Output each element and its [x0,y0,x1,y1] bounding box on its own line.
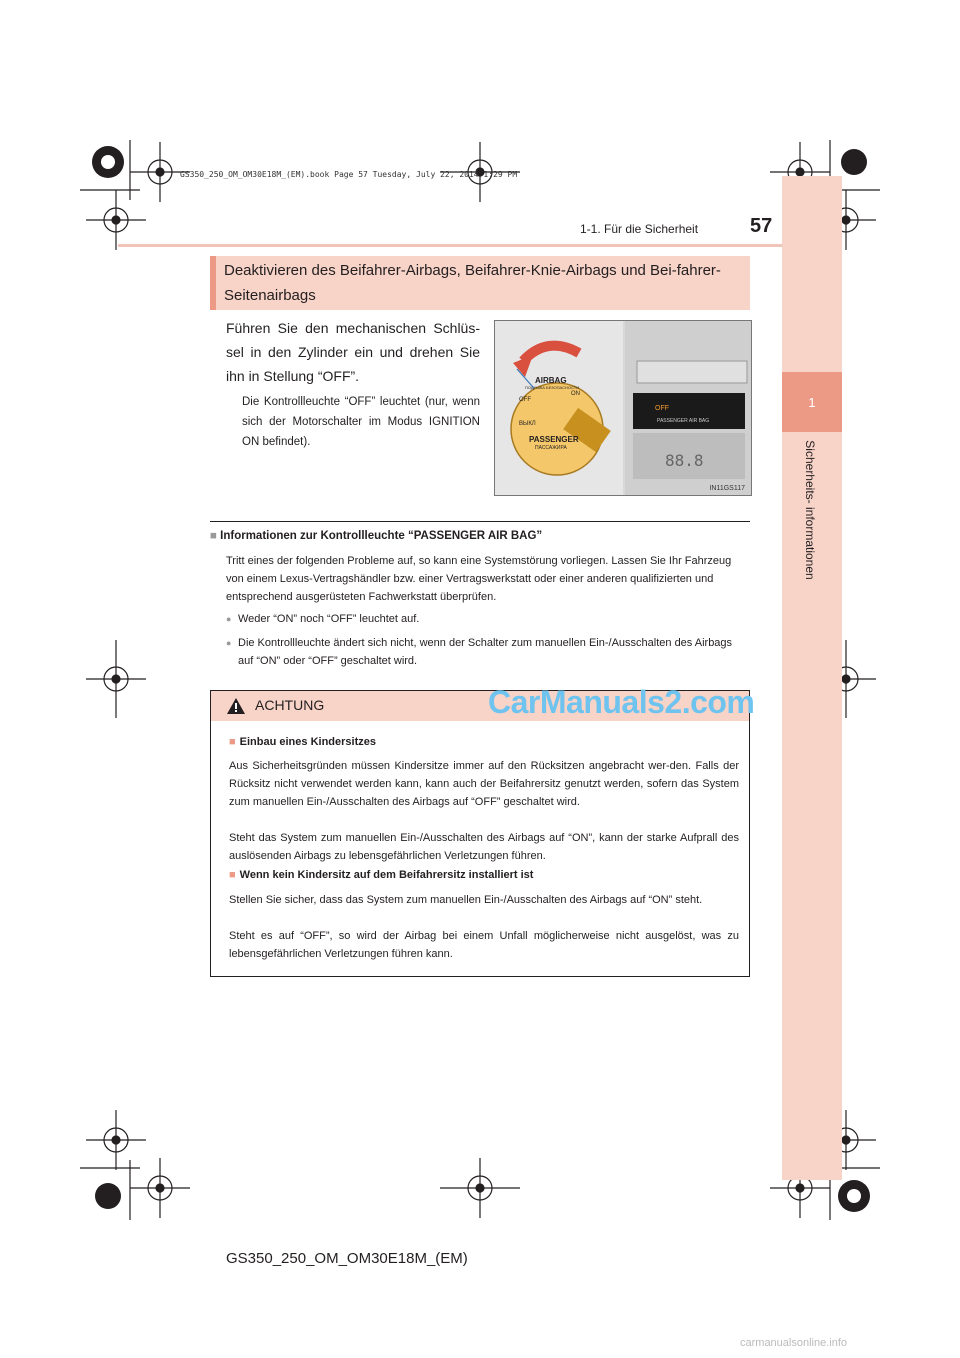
indicator-label: PASSENGER AIR BAG [657,418,710,424]
crosshair-icon [440,1158,520,1218]
switch-label-off: OFF [519,397,531,403]
switch-label-off-ru: ВЫКЛ [519,421,536,427]
airbag-switch-figure [494,320,752,496]
page-number: 57 [750,215,773,237]
switch-label-passenger-ru: ПАССАЖИРА [535,445,567,451]
chapter-title: Sicherheits- informationen [803,440,817,580]
switch-label-passenger: PASSENGER [529,435,579,444]
list-item: ● Die Kontrollleuchte ändert sich nicht, wenn der Schalter zum manuellen Ein-/Ausschalten des Airbags auf “ON” oder “OFF” geschaltet wird. [226,634,750,670]
section-heading-bar [210,256,750,310]
intro-text: Führen Sie den mechanischen Schlüs-sel in den Zylinder ein und drehen Sie ihn in Stellung “OFF”. [226,320,480,384]
list-item: ● Weder “ON” noch “OFF” leuchtet auf. [226,610,750,628]
crosshair-icon [130,1158,190,1218]
starburst-icon [841,149,867,175]
switch-label-airbag-ru: ПОДУШКА БЕЗОПАСНОСТИ [525,385,580,390]
figure-id: IN11GS117 [709,485,745,492]
starburst-icon [95,1183,121,1209]
separator [210,521,750,522]
section-heading: Deaktivieren des Beifahrer-Airbags, Beifahrer-Knie-Airbags und Bei-fahrer-Seitenairbags [224,262,721,304]
chapter-number: 1 [782,372,842,432]
crosshair-icon [86,640,146,718]
watermark: CarManuals2.com [488,684,755,720]
chapter-sidebar [782,176,842,1180]
warning-paragraph: Steht das System zum manuellen Ein-/Ausschalten des Airbags auf “ON”, kann der starke Aufprall des auslösenden Airbags zu lebensgefährlichen Verletzungen führen. [229,832,739,862]
switch-label-on: ON [571,391,580,397]
info-heading: ■ Informationen zur Kontrollleuchte “PASSENGER AIR BAG” [210,530,543,542]
warning-box [210,690,750,977]
indicator-off: OFF [655,405,669,412]
warning-paragraph: Aus Sicherheitsgründen müssen Kindersitze immer auf den Rücksitzen angebracht wer-den. Falls der Rücksitz nicht verwendet werden kann, kann auch der Beifahrersitz genutzt werden, sofern das System zum manuellen Ein-/Ausschalten des Airbags auf “OFF” geschaltet wird. [229,760,739,808]
warning-paragraph: Steht es auf “OFF”, so wird der Airbag bei einem Unfall möglicherweise nicht ausgelöst, was zu lebensgefährlichen Verletzungen führen kann. [229,930,739,960]
starburst-icon [92,146,124,178]
starburst-icon [838,1180,870,1212]
crosshair-icon [86,1110,146,1170]
header-rule [118,244,782,247]
figure-illustration [495,321,751,495]
warning-subheading: ■ Einbau eines Kindersitzes [229,736,376,748]
warning-title: ACHTUNG [255,697,325,713]
book-info-line: GS350_250_OM_OM30E18M_(EM).book Page 57 Tuesday, July 22, 2014 1:29 PM [180,170,518,179]
warning-subheading: ■ Wenn kein Kindersitz auf dem Beifahrersitz installiert ist [229,869,533,881]
display-readout: 88.8 [665,451,704,470]
warning-triangle-icon [227,698,245,714]
crosshair-icon [86,190,146,250]
warning-paragraph: Stellen Sie sicher, dass das System zum manuellen Ein-/Ausschalten des Airbags auf “ON” steht. [229,894,703,906]
section-title: 1-1. Für die Sicherheit [580,222,699,236]
footer-code: GS350_250_OM_OM30E18M_(EM) [226,1250,468,1267]
site-watermark: carmanualsonline.info [740,1337,848,1349]
info-body: Tritt eines der folgenden Probleme auf, so kann eine Systemstörung vorliegen. Lassen Sie Ihr Fahrzeug von einem Lexus-Vertragshändler bzw. einer Vertragswerkstatt oder einer anderen qualifizierten und entsprechend ausgerüsteten Fachwerkstatt überprüfen. [226,555,732,603]
switch-label-airbag: AIRBAG [535,376,567,385]
intro-note: Die Kontrollleuchte “OFF” leuchtet (nur, wenn sich der Motorschalter im Modus IGNITION ON befindet). [242,396,480,448]
